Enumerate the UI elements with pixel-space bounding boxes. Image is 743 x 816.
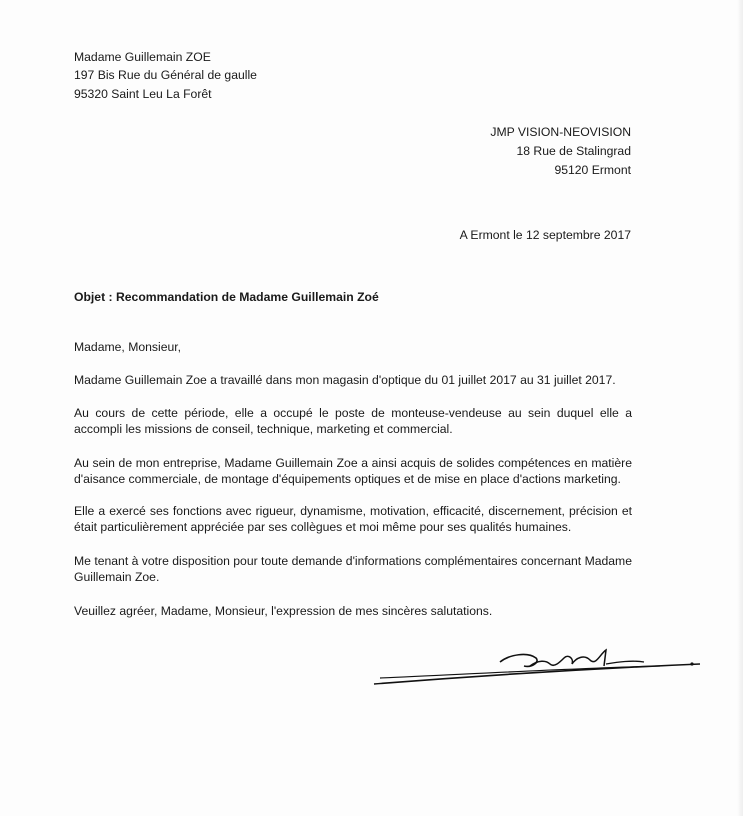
sender-name: Madame Guillemain ZOE: [74, 50, 211, 64]
signature: [360, 640, 710, 690]
salutation: Madame, Monsieur,: [74, 340, 182, 354]
sender-city: 95320 Saint Leu La Forêt: [74, 87, 212, 101]
paragraph-6: Veuillez agréer, Madame, Monsieur, l'expression de mes sincères salutations.: [74, 604, 493, 618]
page-edge-shadow: [737, 0, 743, 816]
recipient-street: 18 Rue de Stalingrad: [516, 144, 631, 158]
paragraph-5: Me tenant à votre disposition pour toute demande d'informations complémentaires concernant Madame Guillemain Zoe.: [74, 554, 632, 584]
recipient-company: JMP VISION-NEOVISION: [490, 125, 631, 139]
paragraph-2: Au cours de cette période, elle a occupé le poste de monteuse-vendeuse au sein duquel elle a accompli les missions de conseil, technique, marketing et commercial.: [74, 406, 632, 436]
sender-street: 197 Bis Rue du Général de gaulle: [74, 68, 257, 82]
recipient-city: 95120 Ermont: [554, 163, 631, 177]
date-line: A Ermont le 12 septembre 2017: [459, 228, 631, 242]
paragraph-3: Au sein de mon entreprise, Madame Guillemain Zoe a ainsi acquis de solides compétences en matière d'aisance commerciale, de montage d'équipements optiques et de mise en place d'actions marketing.: [74, 456, 632, 486]
subject-line: Objet : Recommandation de Madame Guillemain Zoé: [74, 290, 379, 304]
paragraph-4: Elle a exercé ses fonctions avec rigueur, dynamisme, motivation, efficacité, discernement, précision et était particulièrement appréciée par ses collègues et moi même pour ses qualités humaines.: [74, 504, 632, 534]
paragraph-1: Madame Guillemain Zoe a travaillé dans mon magasin d'optique du 01 juillet 2017 au 31 juillet 2017.: [74, 373, 616, 387]
